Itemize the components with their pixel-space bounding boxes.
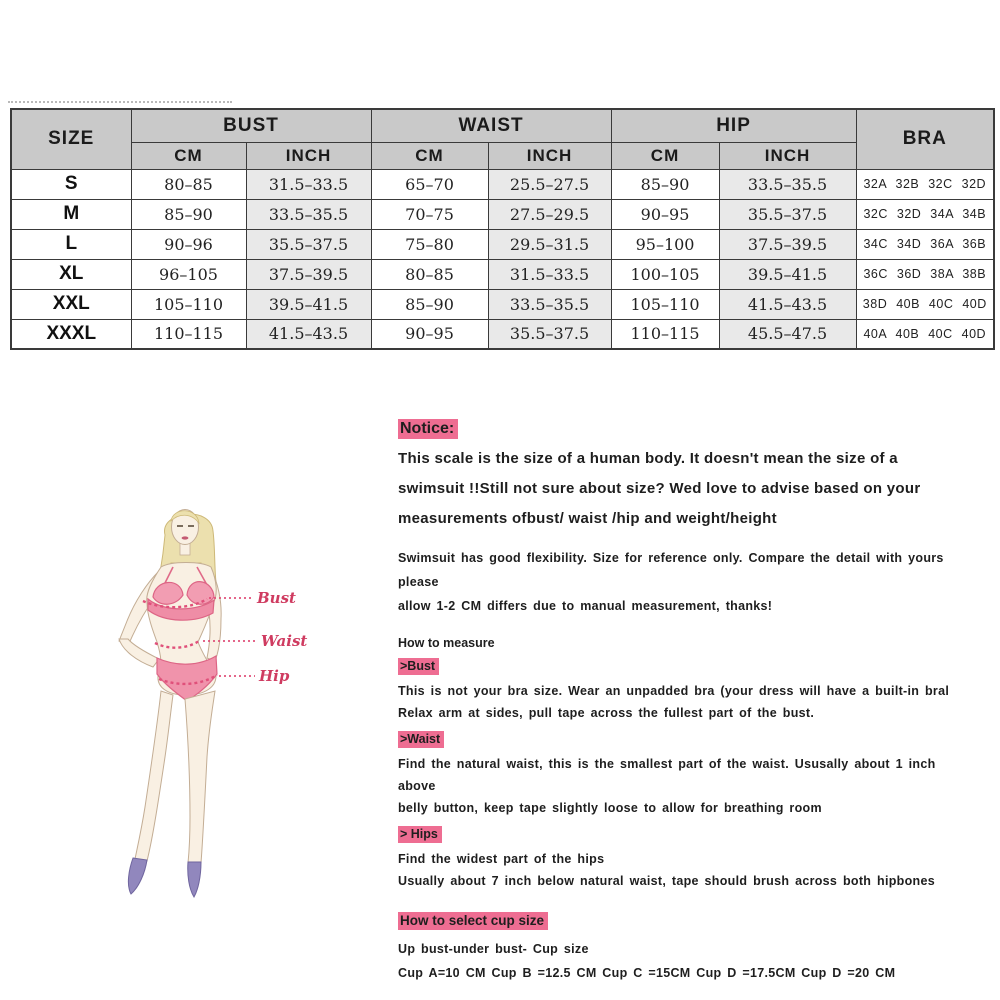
waist-cm-cell: 80–85	[371, 259, 488, 289]
header-hip-cm: CM	[611, 142, 719, 169]
table-row	[11, 199, 994, 229]
bust-inch-cell: 31.5–33.5	[246, 169, 371, 199]
flexibility-line: Swimsuit has good flexibility. Size for reference only. Compare the detail with yours please	[398, 551, 944, 589]
table-row	[11, 259, 994, 289]
table-row	[11, 319, 994, 349]
waist-instruction-line: belly button, keep tape slightly loose to allow for breathing room	[398, 801, 822, 815]
hip-cm-cell: 110–115	[611, 319, 719, 349]
header-bust-cm: CM	[131, 142, 246, 169]
waist-label: Waist	[261, 632, 308, 650]
cup-size-heading	[398, 912, 978, 930]
header-waist: WAIST	[371, 109, 611, 142]
hip-inch-cell: 41.5–43.5	[719, 289, 856, 319]
notice-heading-text: Notice:	[398, 419, 458, 439]
table-header-row-units	[11, 142, 994, 169]
bust-inch-cell: 33.5–35.5	[246, 199, 371, 229]
bust-cm-cell: 90–96	[131, 229, 246, 259]
header-waist-cm: CM	[371, 142, 488, 169]
waist-cm-cell: 75–80	[371, 229, 488, 259]
hips-instruction-line: Usually about 7 inch below natural waist, tape should brush across both hipbones	[398, 874, 935, 888]
bra-cell: 32A 32B 32C 32D	[856, 169, 994, 199]
size-cell: L	[11, 229, 131, 259]
size-cell: S	[11, 169, 131, 199]
hips-heading-text: > Hips	[398, 826, 442, 843]
hips-instruction-line: Find the widest part of the hips	[398, 852, 605, 866]
hip-inch-cell: 39.5–41.5	[719, 259, 856, 289]
hip-inch-cell: 37.5–39.5	[719, 229, 856, 259]
bust-inch-cell: 41.5–43.5	[246, 319, 371, 349]
header-waist-inch: INCH	[488, 142, 611, 169]
bust-cm-cell: 80–85	[131, 169, 246, 199]
hip-inch-cell: 33.5–35.5	[719, 169, 856, 199]
bust-instruction-line: This is not your bra size. Wear an unpadded bra (your dress will have a built-in bral	[398, 684, 950, 698]
header-bust: BUST	[131, 109, 371, 142]
bust-inch-cell: 37.5–39.5	[246, 259, 371, 289]
bra-cell: 38D 40B 40C 40D	[856, 289, 994, 319]
hip-cm-cell: 90–95	[611, 199, 719, 229]
figure-lips	[182, 536, 189, 539]
hip-inch-cell: 35.5–37.5	[719, 199, 856, 229]
waist-heading-text: >Waist	[398, 731, 444, 748]
waist-inch-cell: 25.5–27.5	[488, 169, 611, 199]
bra-cell: 34C 34D 36A 36B	[856, 229, 994, 259]
table-row	[11, 229, 994, 259]
hips-heading	[398, 825, 978, 843]
top-dotted-divider	[8, 101, 232, 103]
measurement-figure-illustration	[95, 497, 340, 899]
waist-inch-cell: 27.5–29.5	[488, 199, 611, 229]
figure-right-leg	[185, 691, 215, 863]
how-to-measure-heading: How to measure	[398, 636, 495, 650]
header-hip-inch: INCH	[719, 142, 856, 169]
table-header-row-groups	[11, 109, 994, 142]
header-size: SIZE	[11, 109, 131, 169]
table-row	[11, 289, 994, 319]
waist-inch-cell: 35.5–37.5	[488, 319, 611, 349]
notice-line: swimsuit !!Still not sure about size? Wed love to advise based on your	[398, 480, 921, 497]
waist-instruction-line: Find the natural waist, this is the smallest part of the waist. Ususally about 1 inch above	[398, 757, 936, 793]
size-cell: M	[11, 199, 131, 229]
notice-heading	[398, 420, 978, 438]
measurement-info-column	[398, 420, 978, 985]
flexibility-line: allow 1-2 CM differs due to manual measurement, thanks!	[398, 599, 773, 613]
header-bra: BRA	[856, 109, 994, 169]
waist-cm-cell: 70–75	[371, 199, 488, 229]
header-hip: HIP	[611, 109, 856, 142]
bust-cm-cell: 105–110	[131, 289, 246, 319]
waist-inch-cell: 31.5–33.5	[488, 259, 611, 289]
cup-size-heading-text: How to select cup size	[398, 912, 548, 930]
notice-line: measurements ofbust/ waist /hip and weight/height	[398, 510, 777, 527]
size-table	[10, 108, 995, 350]
table-row	[11, 169, 994, 199]
figure-right-shoe	[188, 862, 201, 897]
bust-cm-cell: 110–115	[131, 319, 246, 349]
size-cell: XXXL	[11, 319, 131, 349]
bust-instruction-line: Relax arm at sides, pull tape across the fullest part of the bust.	[398, 706, 815, 720]
size-cell: XXL	[11, 289, 131, 319]
notice-line: This scale is the size of a human body. It doesn't mean the size of a	[398, 450, 898, 467]
bra-cell: 32C 32D 34A 34B	[856, 199, 994, 229]
size-cell: XL	[11, 259, 131, 289]
bust-cm-cell: 96–105	[131, 259, 246, 289]
waist-heading	[398, 730, 978, 748]
hip-cm-cell: 105–110	[611, 289, 719, 319]
bust-heading	[398, 657, 978, 675]
bust-inch-cell: 39.5–41.5	[246, 289, 371, 319]
figure-left-shoe	[128, 858, 147, 894]
waist-cm-cell: 65–70	[371, 169, 488, 199]
header-bust-inch: INCH	[246, 142, 371, 169]
cup-size-line: Up bust-under bust- Cup size	[398, 942, 589, 956]
waist-inch-cell: 33.5–35.5	[488, 289, 611, 319]
bust-inch-cell: 35.5–37.5	[246, 229, 371, 259]
hip-inch-cell: 45.5–47.5	[719, 319, 856, 349]
hip-cm-cell: 100–105	[611, 259, 719, 289]
cup-size-line: Cup A=10 CM Cup B =12.5 CM Cup C =15CM Cup D =17.5CM Cup D =20 CM	[398, 966, 896, 980]
figure-left-leg	[135, 691, 173, 861]
hip-cm-cell: 95–100	[611, 229, 719, 259]
bust-cm-cell: 85–90	[131, 199, 246, 229]
hip-label: Hip	[259, 667, 290, 685]
bust-heading-text: >Bust	[398, 658, 439, 675]
bra-cell: 40A 40B 40C 40D	[856, 319, 994, 349]
figure-left-forearm	[119, 639, 159, 667]
bust-label: Bust	[257, 589, 296, 607]
hip-cm-cell: 85–90	[611, 169, 719, 199]
waist-cm-cell: 90–95	[371, 319, 488, 349]
waist-cm-cell: 85–90	[371, 289, 488, 319]
bra-cell: 36C 36D 38A 38B	[856, 259, 994, 289]
waist-inch-cell: 29.5–31.5	[488, 229, 611, 259]
